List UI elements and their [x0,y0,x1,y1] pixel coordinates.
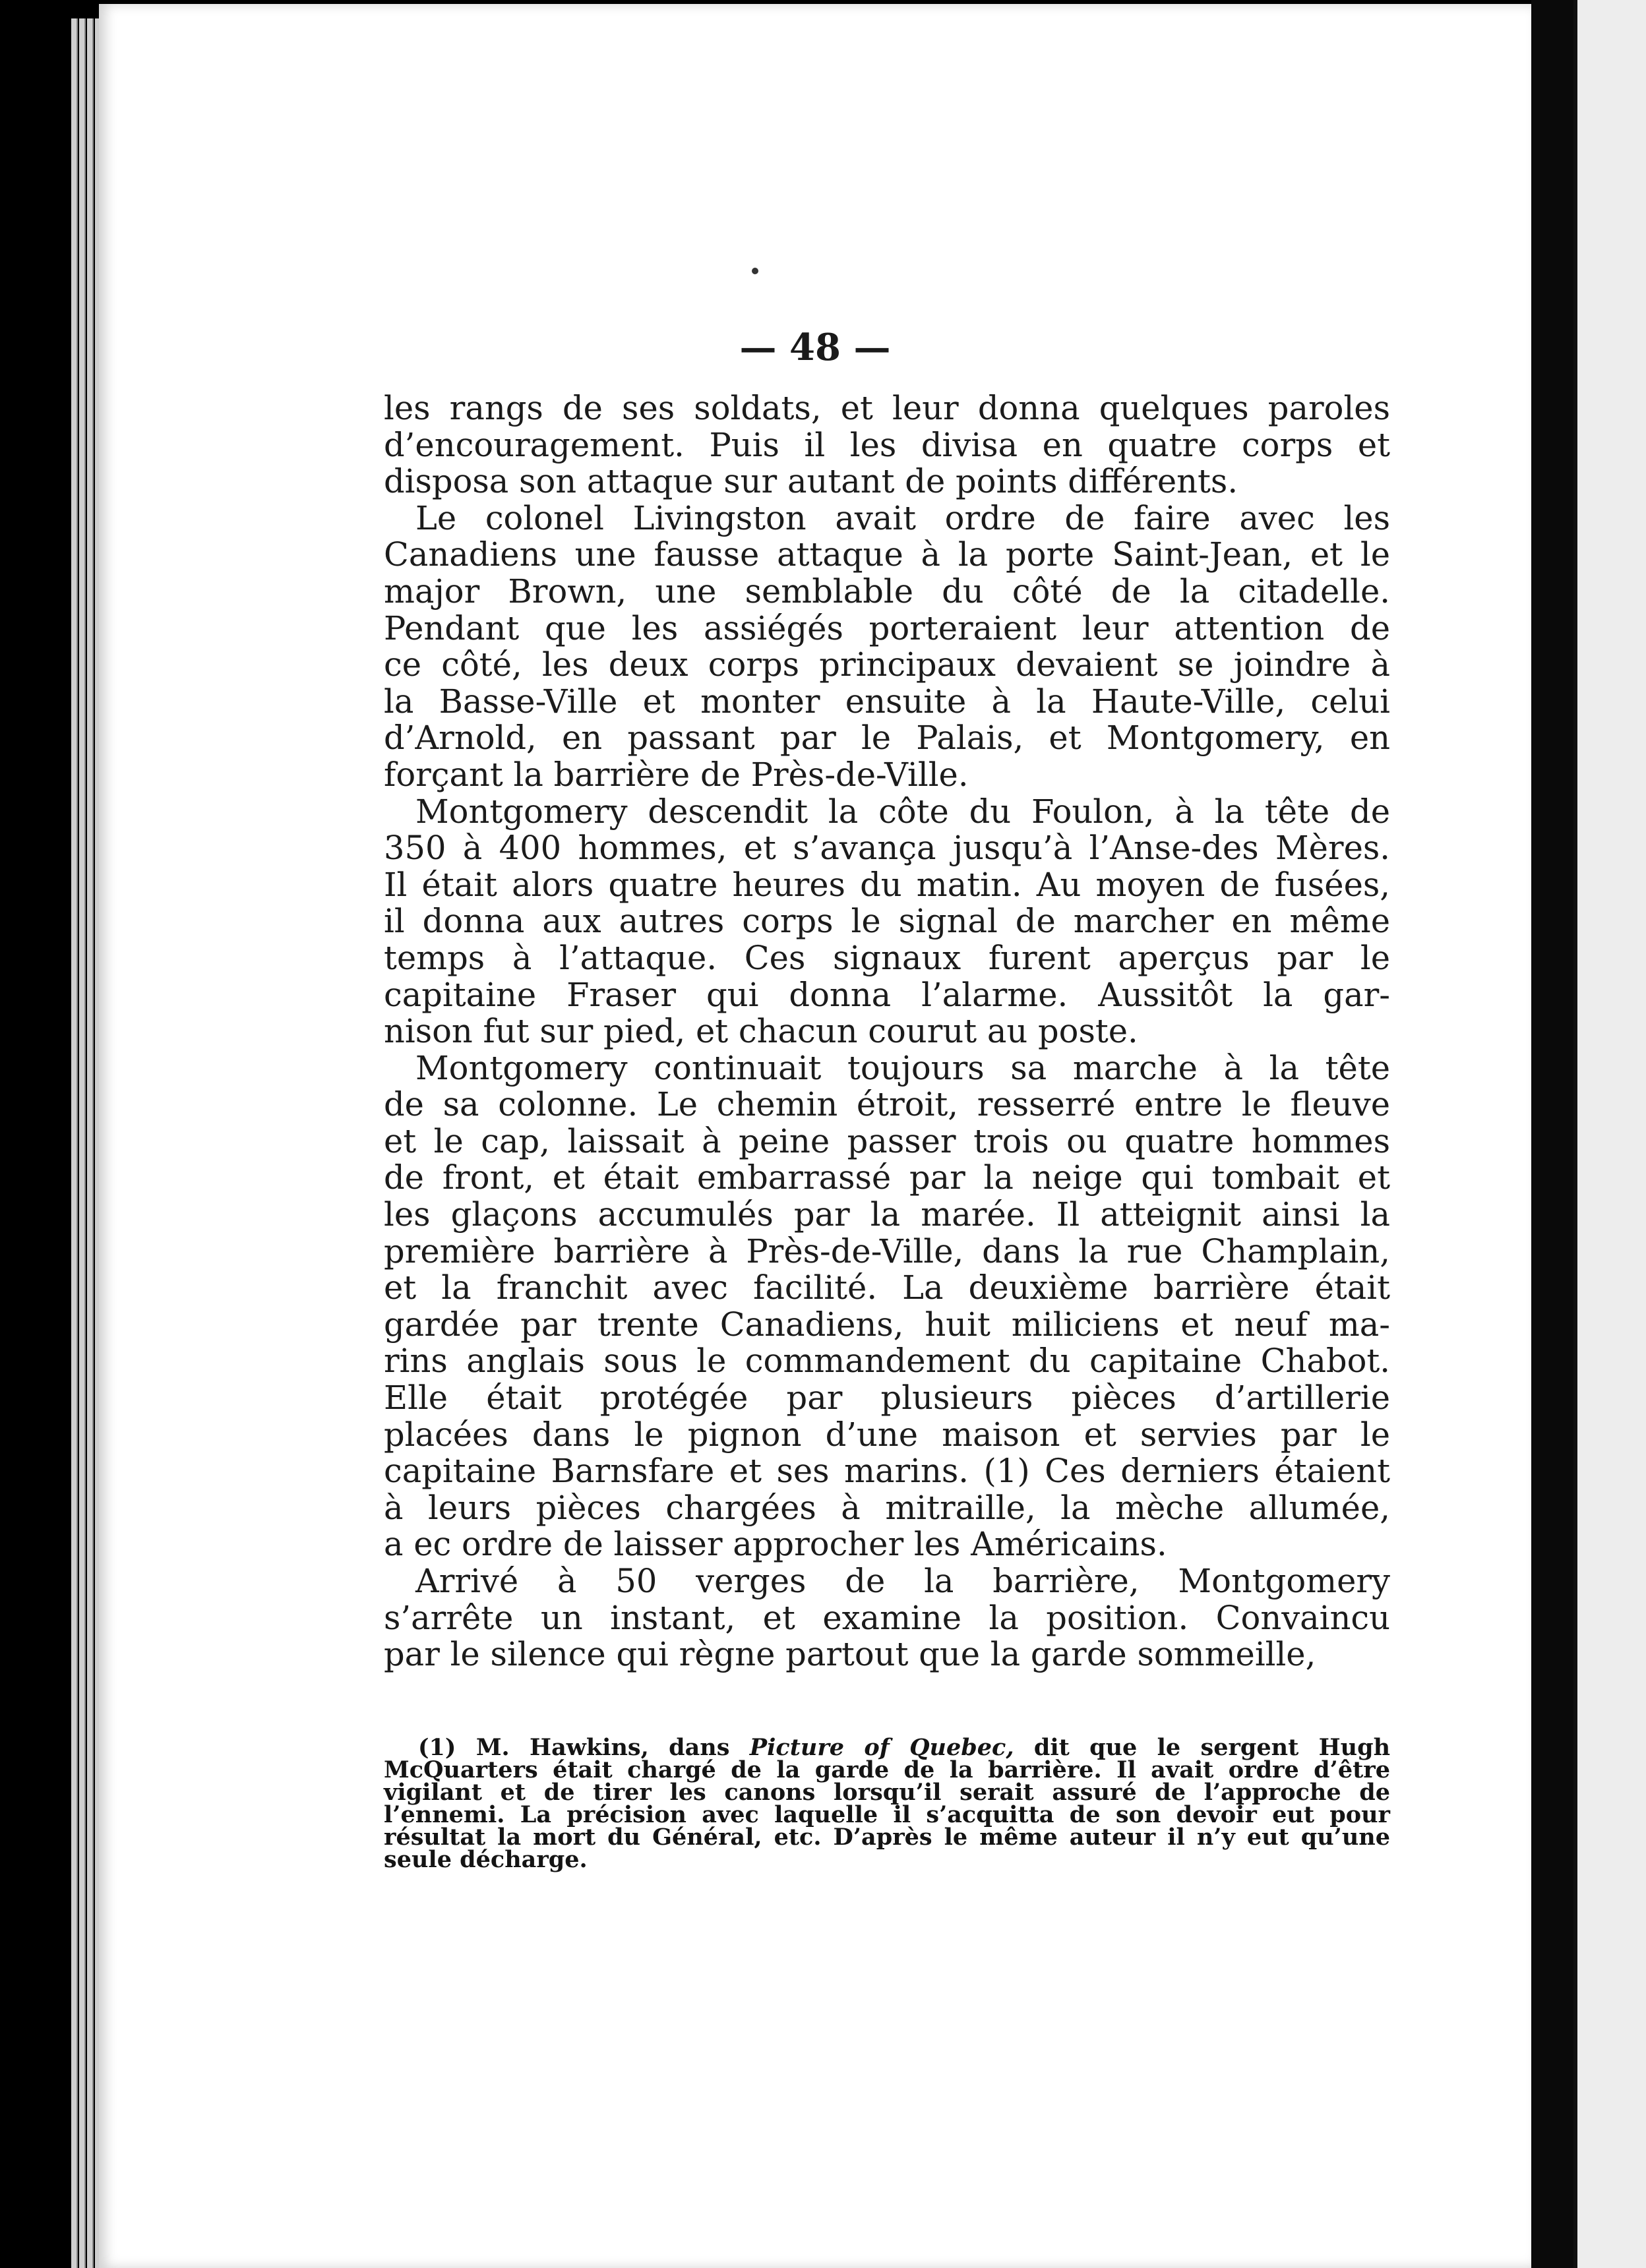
text-line: rins anglais sous le commandement du capitaine Chabot. [384,1342,1390,1381]
text-line: de sa colonne. Le chemin étroit, resserré entre le fleuve [384,1085,1390,1124]
text-line: Elle était protégée par plusieurs pièces d’artillerie [384,1379,1390,1418]
text-line: s’arrête un instant, et examine la position. Convaincu [384,1598,1390,1637]
text-line: par le silence qui règne partout que la garde sommeille, [384,1635,1316,1674]
text-line: les rangs de ses soldats, et leur donna quelques paroles [384,389,1390,427]
book-page [99,4,1531,2268]
text-line: forçant la barrière de Près-de-Ville. [384,755,969,794]
footnote [384,1734,1391,1873]
text-line: capitaine Fraser qui donna l’alarme. Aussitôt la gar- [384,975,1390,1014]
footnote-text [384,1734,1391,1873]
text-line: Canadiens une fausse attaque à la porte Saint-Jean, et le [384,535,1390,574]
text-line: Montgomery continuait toujours sa marche à la tête [415,1048,1390,1087]
text-line: Pendant que les assiégés porteraient leur attention de [384,609,1390,647]
text-line: d’encouragement. Puis il les divisa en quatre corps et [384,425,1390,464]
text-line: major Brown, une semblable du côté de la citadelle. [384,572,1390,611]
text-line: placées dans le pignon d’une maison et servies par le [384,1415,1390,1454]
text-line: d’Arnold, en passant par le Palais, et Montgomery, en [384,719,1390,758]
text-line: de front, et était embarrassé par la neige qui tombait et [384,1158,1390,1197]
page-edge [71,18,78,2268]
text-line: ce côté, les deux corps principaux devaient se joindre à [384,645,1390,684]
text-line: Le colonel Livingston avait ordre de faire avec les [415,498,1390,537]
text-line: Il était alors quatre heures du matin. Au moyen de fusées, [384,865,1390,904]
page-edge [79,18,86,2268]
footnote-lead: M. Hawkins, dans [475,1734,730,1761]
text-line: Arrivé à 50 verges de la barrière, Montgomery [415,1562,1390,1600]
body-text [384,390,1390,1673]
footnote-marker: (1) [418,1734,456,1761]
text-line: disposa son attaque sur autant de points différents. [384,462,1238,501]
text-line: et la franchit avec facilité. La deuxième barrière était [384,1268,1390,1307]
footnote-book-title: Picture of Quebec, [749,1734,1014,1761]
text-line: les glaçons accumulés par la marée. Il atteignit ainsi la [384,1195,1390,1234]
text-line: à leurs pièces chargées à mitraille, la mèche allumée, [384,1488,1390,1527]
text-line: il donna aux autres corps le signal de marcher en même [384,902,1390,941]
text-line: gardée par trente Canadiens, huit miliciens et neuf ma- [384,1305,1390,1344]
text-line: première barrière à Près-de-Ville, dans la rue Champlain, [384,1232,1390,1270]
footnote-body: dit que le sergent Hugh McQuarters était chargé de la garde de la barrière. Il avait ordre d’être vigilant et de tirer les canons lorsqu’il serait assuré de l’approche de l’ennemi. La précision avec laquelle il s’acquitta de son devoir eut pour résultat la mort du Général, etc. D’après le même auteur il n’y eut qu’une seule décharge. [384,1734,1391,1873]
page-number: — 48 — [739,326,891,369]
text-line: nison fut sur pied, et chacun courut au poste. [384,1012,1138,1051]
text-line: Montgomery descendit la côte du Foulon, à la tête de [415,792,1390,831]
text-line: a ec ordre de laisser approcher les Américains. [384,1525,1167,1564]
page-edge [87,18,94,2268]
ink-speck [752,268,758,274]
facing-page-edge [1573,0,1646,2268]
text-line: et le cap, laissait à peine passer trois ou quatre hommes [384,1121,1390,1160]
text-line: capitaine Barnsfare et ses marins. (1) Ces derniers étaient [384,1452,1390,1491]
text-line: la Basse-Ville et monter ensuite à la Haute-Ville, celui [384,682,1390,721]
text-line: temps à l’attaque. Ces signaux furent aperçus par le [384,938,1390,977]
binding-shadow [1531,0,1573,2268]
text-line: 350 à 400 hommes, et s’avança jusqu’à l’Anse-des Mères. [384,829,1390,868]
